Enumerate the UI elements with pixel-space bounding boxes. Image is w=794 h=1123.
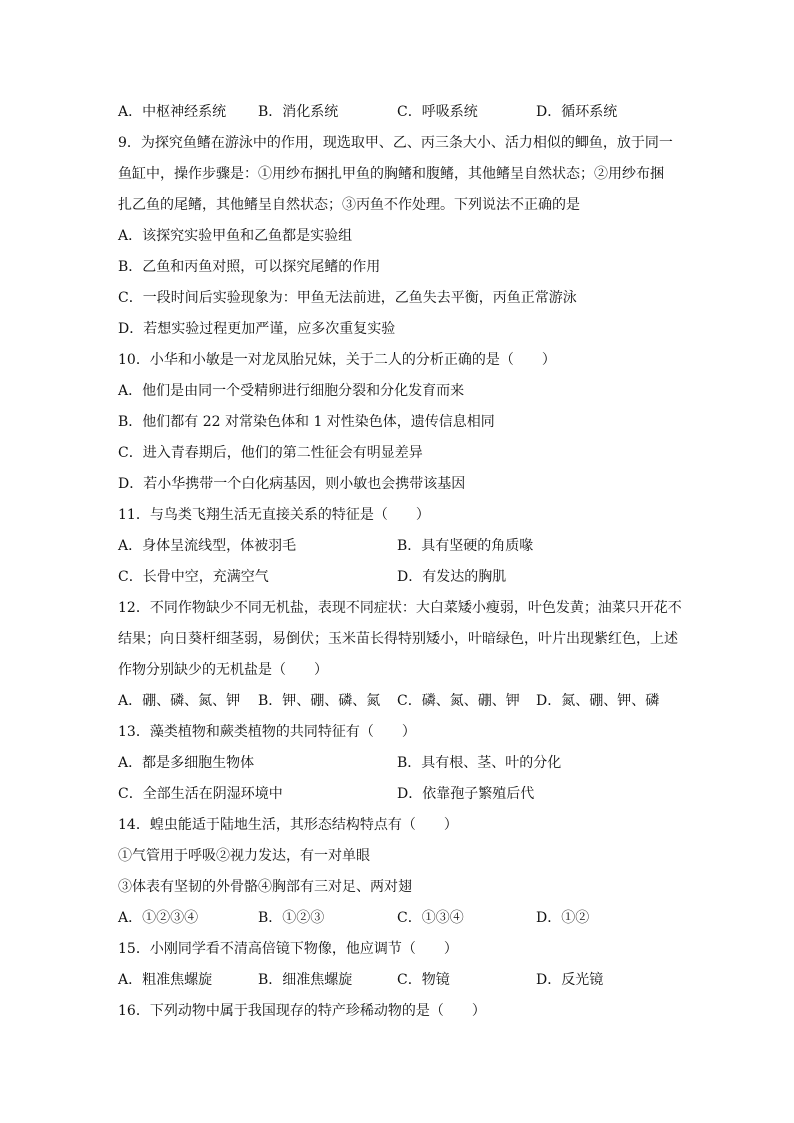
q10-option-c: C．进入青春期后，他们的第二性征会有明显差异 (118, 445, 423, 461)
q14-option-c: C．①③④ (397, 910, 464, 926)
q11-options-row-1 (118, 536, 688, 556)
q13-option-c: C．全部生活在阴湿环境中 (118, 786, 283, 802)
q8-options (118, 102, 688, 122)
q12-stem-line-3: 作物分别缺少的无机盐是（ ） (118, 662, 328, 678)
q9-option-a: A．该探究实验甲鱼和乙鱼都是实验组 (118, 228, 353, 244)
q10-option-a: A．他们是由同一个受精卵进行细胞分裂和分化发育而来 (118, 383, 465, 399)
q9-option-b: B．乙鱼和丙鱼对照，可以探究尾鳍的作用 (118, 259, 381, 275)
q11-option-d: D．有发达的胸肌 (397, 569, 507, 585)
q8-option-d: D．循环系统 (536, 104, 618, 120)
q12-option-a: A．硼、磷、氮、钾 (118, 693, 241, 709)
q9-option-c: C．一段时间后实验现象为：甲鱼无法前进，乙鱼失去平衡，丙鱼正常游泳 (118, 290, 577, 306)
q10-option-b: B．他们都有 22 对常染色体和 1 对性染色体，遗传信息相同 (118, 414, 495, 430)
q9-stem-line-1: 9．为探究鱼鳍在游泳中的作用，现选取甲、乙、丙三条大小、活力相似的鲫鱼，放于同一 (118, 135, 673, 151)
q11-options-row-2 (118, 567, 688, 587)
q15-stem: 15．小刚同学看不清高倍镜下物像，他应调节（ ） (118, 941, 458, 957)
q12-stem-line-1: 12．不同作物缺少不同无机盐，表现不同症状：大白菜矮小瘦弱，叶色发黄；油菜只开花不 (118, 600, 682, 616)
q14-items-line-1: ①气管用于呼吸②视力发达，有一对单眼 (118, 848, 370, 864)
q13-stem: 13．藻类植物和蕨类植物的共同特征有（ ） (118, 724, 416, 740)
q13-option-d: D．依靠孢子繁殖后代 (397, 786, 535, 802)
q14-option-b: B．①②③ (258, 910, 325, 926)
q11-stem: 11．与鸟类飞翔生活无直接关系的特征是（ ） (118, 507, 430, 523)
q13-options-row-2 (118, 784, 688, 804)
q14-option-a: A．①②③④ (118, 910, 199, 926)
q10-stem: 10．小华和小敏是一对龙凤胎兄妹，关于二人的分析正确的是（ ） (118, 352, 556, 368)
q15-option-b: B．细准焦螺旋 (258, 972, 353, 988)
q15-options (118, 970, 688, 990)
q15-option-a: A．粗准焦螺旋 (118, 972, 213, 988)
q12-option-d: D．氮、硼、钾、磷 (536, 693, 660, 709)
q13-option-a: A．都是多细胞生物体 (118, 755, 255, 771)
q12-options (118, 691, 688, 711)
q15-option-d: D．反光镜 (536, 972, 604, 988)
q9-option-d: D．若想实验过程更加严谨，应多次重复实验 (118, 321, 396, 337)
q12-option-b: B．钾、硼、磷、氮 (258, 693, 381, 709)
q8-option-c: C．呼吸系统 (397, 104, 478, 120)
q12-option-c: C．磷、氮、硼、钾 (397, 693, 520, 709)
q14-items-line-2: ③体表有坚韧的外骨骼④胸部有三对足、两对翅 (118, 879, 412, 895)
q10-option-d: D．若小华携带一个白化病基因，则小敏也会携带该基因 (118, 476, 466, 492)
q8-option-a: A．中枢神经系统 (118, 104, 227, 120)
q13-options-row-1 (118, 753, 688, 773)
q8-option-b: B．消化系统 (258, 104, 339, 120)
q9-stem-line-3: 扎乙鱼的尾鳍，其他鳍呈自然状态；③丙鱼不作处理。下列说法不正确的是 (118, 197, 580, 213)
q11-option-b: B．具有坚硬的角质喙 (397, 538, 534, 554)
q16-stem: 16．下列动物中属于我国现存的特产珍稀动物的是（ ） (118, 1003, 486, 1019)
q15-option-c: C．物镜 (397, 972, 450, 988)
q9-stem-line-2: 鱼缸中，操作步骤是：①用纱布捆扎甲鱼的胸鳍和腹鳍，其他鳍呈自然状态；②用纱布捆 (118, 166, 664, 182)
q14-option-d: D．①② (536, 910, 590, 926)
q12-stem-line-2: 结果；向日葵杆细茎弱，易倒伏；玉米苗长得特别矮小，叶暗绿色，叶片出现紫红色，上述 (118, 631, 678, 647)
q11-option-c: C．长骨中空，充满空气 (118, 569, 269, 585)
q14-stem: 14．蝗虫能适于陆地生活，其形态结构特点有（ ） (118, 817, 458, 833)
q11-option-a: A．身体呈流线型，体被羽毛 (118, 538, 297, 554)
q14-options (118, 908, 688, 928)
q13-option-b: B．具有根、茎、叶的分化 (397, 755, 562, 771)
